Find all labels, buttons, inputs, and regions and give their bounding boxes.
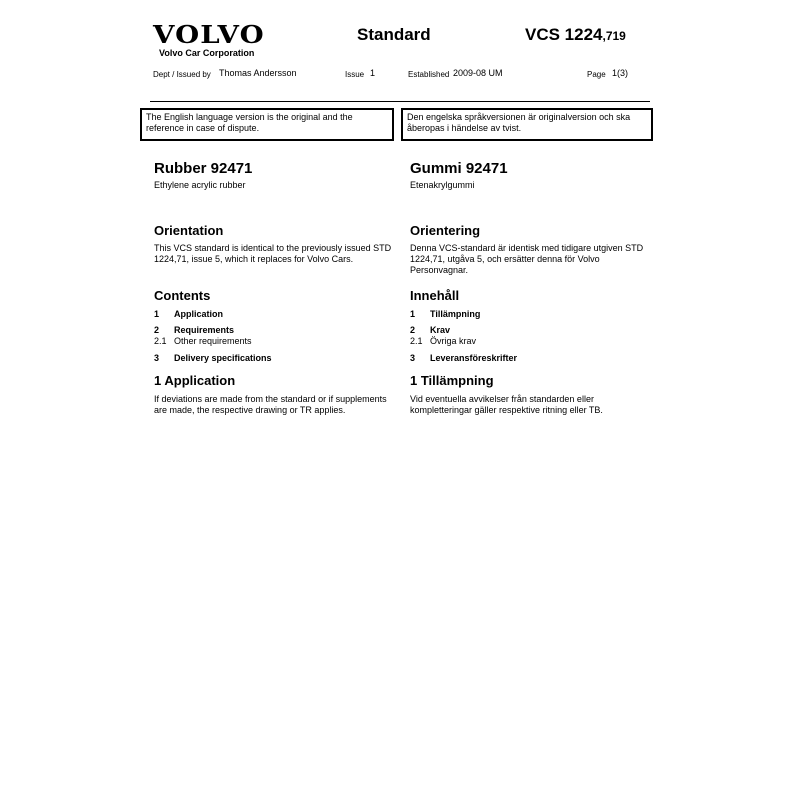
toc-number: 2: [410, 325, 416, 335]
toc-item: [154, 336, 252, 346]
header-divider: [150, 101, 650, 102]
toc-item: [410, 309, 480, 319]
application-heading: 1 Tillämpning: [410, 373, 494, 388]
swedish-notice-text: Den engelska språkversionen är originalversion och ska åberopas i händelse av tvist.: [407, 112, 631, 133]
toc-label: Requirements: [174, 325, 235, 335]
toc-item: [154, 325, 234, 335]
english-notice-box: [140, 108, 394, 141]
application-heading: 1 Application: [154, 373, 236, 388]
toc-label: Other requirements: [174, 336, 252, 346]
toc-item: [410, 353, 517, 363]
toc-number: 3: [154, 353, 160, 363]
toc-number: 2: [154, 325, 160, 335]
document-type: Standard: [357, 25, 431, 44]
contents-heading: Innehåll: [410, 288, 460, 303]
corporation-name: Volvo Car Corporation: [159, 48, 255, 58]
toc-number: 1: [154, 309, 160, 319]
dept-label: Dept / Issued by: [153, 70, 211, 79]
orientation-text: Denna VCS-standard är identisk med tidigare utgiven STD 1224,71, utgåva 5, och ersätter denna för Volvo Personvagnar.: [410, 243, 644, 275]
toc-label: Application: [174, 309, 223, 319]
established-label: Established: [408, 70, 450, 79]
page-label: Page: [587, 70, 606, 79]
toc-number: 2.1: [410, 336, 423, 346]
material-subtitle: Ethylene acrylic rubber: [154, 180, 246, 190]
application-text: If deviations are made from the standard or if supplements are made, the respective drawing or TR applies.: [154, 394, 387, 415]
toc-item: [410, 325, 450, 335]
issue-value: 1: [370, 68, 376, 78]
issue-label: Issue: [345, 70, 365, 79]
toc-item: [154, 353, 272, 363]
document-number-suffix: ,719: [602, 29, 626, 43]
toc-label: Krav: [430, 325, 451, 335]
material-title: Rubber 92471: [154, 160, 253, 177]
document-number: [525, 25, 626, 45]
toc-label: Tillämpning: [430, 309, 481, 319]
established-value: 2009-08 UM: [453, 68, 503, 78]
orientation-text: This VCS standard is identical to the previously issued STD 1224,71, issue 5, which it replaces for Volvo Cars.: [154, 243, 392, 264]
toc-number: 1: [410, 309, 416, 319]
material-subtitle: Etenakrylgummi: [410, 180, 475, 190]
toc-number: 3: [410, 353, 416, 363]
orientation-heading: Orientation: [154, 223, 224, 238]
toc-label: Leveransföreskrifter: [430, 353, 518, 363]
toc-number: 2.1: [154, 336, 167, 346]
page-value: 1(3): [612, 68, 629, 78]
english-notice-text: The English language version is the original and the reference in case of dispute.: [146, 112, 353, 133]
toc-item: [410, 336, 476, 346]
contents-heading: Contents: [154, 288, 211, 303]
toc-label: Övriga krav: [430, 336, 477, 346]
application-text: Vid eventuella avvikelser från standarden eller kompletteringar gäller respektive ritning eller TB.: [410, 394, 603, 415]
orientation-heading: Orientering: [410, 223, 481, 238]
material-title: Gummi 92471: [410, 160, 508, 177]
swedish-notice-box: [401, 108, 653, 141]
document-number-main: VCS 1224: [525, 25, 603, 44]
issued-by: Thomas Andersson: [219, 68, 297, 78]
toc-label: Delivery specifications: [174, 353, 272, 363]
volvo-logo: VOLVO: [153, 20, 265, 49]
toc-item: [154, 309, 223, 319]
